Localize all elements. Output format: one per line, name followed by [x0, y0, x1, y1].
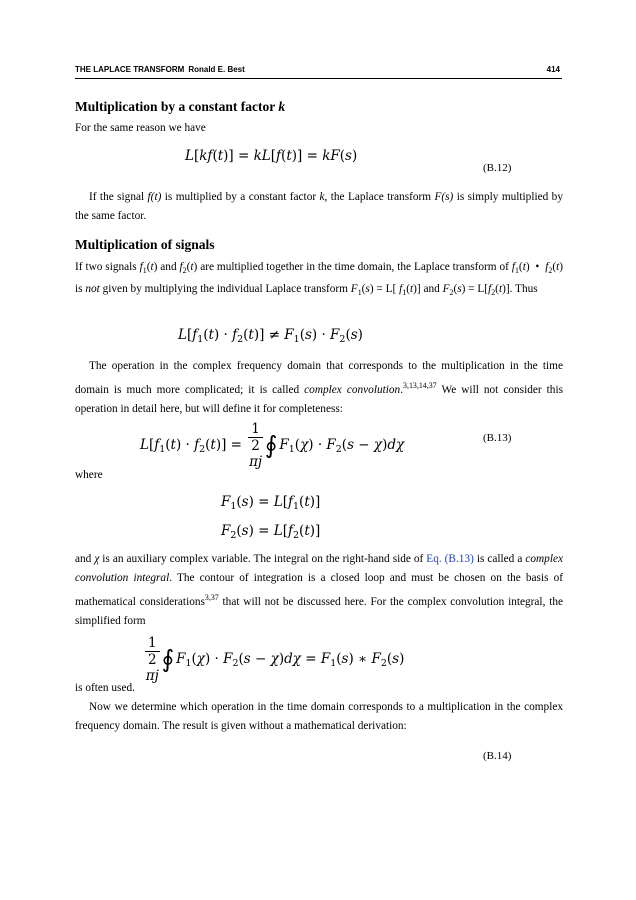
text-1: If the signal	[89, 191, 148, 203]
fraction-b13: 1 2 πj	[249, 421, 263, 470]
convolution-term: complex convolution	[304, 384, 401, 396]
convolution-refs: 3,13,14,37	[403, 381, 437, 390]
ft-var: f(t)	[147, 191, 162, 203]
text-2: is multiplied by a constant factor	[161, 191, 320, 203]
heading-text: Multiplication by a constant factor	[75, 99, 279, 114]
k-var: k	[319, 191, 325, 203]
equation-F1: $F_1(s) = L[f_1(t)]$	[221, 494, 321, 512]
text-3: , the Laplace transform	[324, 191, 435, 203]
paragraph-multiplication: If two signals $f_1(t)$ and $f_2(t)$ are multiplied together in the time domain, the Laplace transform of $f_1(t)$ • $f_2(t)$ is not given by multiplying the individual Laplace transform $F_1(s) = L$[ $f_1(t)$] and $F_2(s) = L[f_2(t)]$. Thus	[75, 261, 563, 297]
equation-number-b13: (B.13)	[483, 432, 512, 444]
paragraph-constant-factor	[75, 188, 563, 226]
header-title-group	[75, 65, 245, 74]
fraction-simplified: 1 2 πj	[145, 635, 159, 684]
equation-F2: $F_2(s) = L[f_2(t)]$	[221, 523, 321, 541]
equation-number-b14: (B.14)	[483, 750, 512, 762]
where-label: where	[75, 469, 103, 481]
text-4: is simply multiplied by the same factor.	[75, 191, 563, 222]
last-paragraph: Now we determine which operation in the time domain corresponds to a multiplication in the complex frequency domain. The result is given without a mathematical derivation:	[75, 701, 563, 732]
intro-paragraph: For the same reason we have	[75, 122, 206, 134]
paragraph-convolution: The operation in the complex frequency domain that corresponds to the multiplication in the time domain is much more complicated; it is called complex convolution.$^{3,13,14,37}$ We will not consider this operation in detail here, but will define it for completeness:	[75, 360, 563, 415]
equation-link-b13[interactable]: Eq. (B.13)	[426, 553, 474, 565]
considerations-refs: 3,37	[204, 593, 219, 602]
often-used: is often used.	[75, 682, 135, 694]
equation-b12: L[kf(t)] = kL[f(t)] = kF(s)	[185, 148, 358, 164]
equation-simplified: 1 2 πj ∮ $F_1(\chi) \cdot F_2(s - \chi)d\chi = F_1(s)$ ∗ $F_2(s)$	[145, 635, 405, 684]
running-author: Ronald E. Best	[188, 65, 245, 74]
equation-inequality: $L[f_1(t) \cdot f_2(t)] \ne F_1(s) \cdot F_2(s)$	[178, 327, 363, 345]
paragraph-integral: and χ is an auxiliary complex variable. The integral on the right-hand side of Eq. (B.13) is called a complex convolution integral. The contour of integration is a closed loop and must be chosen on the basis of mathematical considerations$^{3,37}$ that will not be discussed here. For the complex convolution integral, the simplified form	[75, 553, 564, 627]
section-heading-multiplication: Multiplication of signals	[75, 237, 215, 252]
equation-b13: $L[f_1(t) \cdot f_2(t)]$ = 1 2 πj ∮ $F_1(\chi) \cdot F_2(s - \chi)d\chi$	[140, 421, 405, 470]
integral-term: complex convolution integral	[75, 553, 563, 584]
Fs-var: F(s)	[434, 191, 454, 203]
section-heading-constant	[75, 99, 285, 115]
page-number: 414	[546, 65, 560, 74]
heading-var: k	[278, 99, 286, 114]
equation-number-b12: (B.12)	[483, 162, 512, 174]
running-title: THE LAPLACE TRANSFORM	[75, 65, 185, 74]
page-header	[75, 63, 562, 79]
